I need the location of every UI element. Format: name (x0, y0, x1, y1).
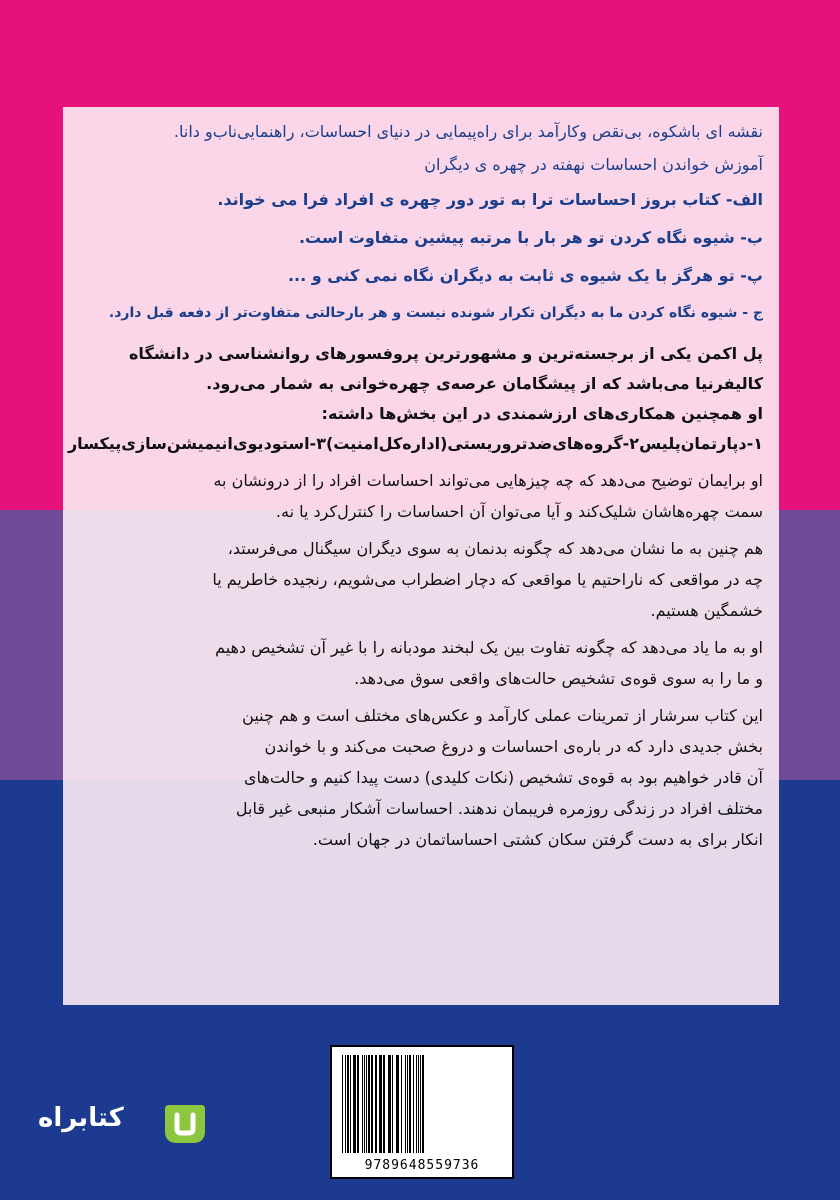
paragraph-exercises (75, 700, 763, 855)
barcode-bar (418, 1055, 419, 1153)
isbn-barcode (330, 1045, 514, 1179)
paragraph-line: بخش جدیدی دارد که در باره‌ی احساسات و دروغ صحبت می‌کند و با خواندن (264, 737, 763, 756)
isbn-number: 9789648559736 (364, 1158, 480, 1173)
intro-line-1: نقشه ای باشکوه، بی‌نقص وکارآمد برای راه‌پیمایی در دنیای احساسات، راهنمایی‌ناب‌و دانا. (173, 122, 763, 141)
paragraph-line: چه در مواقعی که ناراحتیم یا مواقعی که دچار اضطراب می‌شویم، رنجیده خاطریم یا (212, 570, 763, 589)
barcode-bar (401, 1055, 402, 1153)
barcode-bar (388, 1055, 391, 1153)
barcode-bar (379, 1055, 382, 1153)
barcode-bar (407, 1055, 408, 1153)
barcode-bar (383, 1055, 385, 1153)
paragraph-line: و ما را به سوی قوه‌ی تشخیص حالت‌های واقعی سوق می‌دهد. (354, 669, 763, 688)
list-item-jim: ج - شیوه نگاه کردن ما به دیگران تکرار شونده نیست و هر بارحالتی متفاوت‌تر از دفعه قبل دارد. (108, 305, 763, 321)
intro-line-2: آموزش خواندن احساسات نهفته در چهره ی دیگران (424, 155, 763, 174)
barcode-bar (364, 1055, 365, 1153)
list-item-be: ب- شیوه نگاه کردن تو هر بار با مرتبه پیشین متفاوت است. (298, 228, 763, 247)
barcode-bar (368, 1055, 370, 1153)
paragraph-explains (75, 465, 763, 527)
paragraph-line: هم چنین به ما نشان می‌دهد که چگونه بدنمان به سوی دیگران سیگنال می‌فرستد، (227, 539, 763, 558)
paragraph-line: مختلف افراد در زندگی روزمره فریبمان ندهند. احساسات آشکار منبعی غیر قابل (235, 799, 763, 818)
barcode-bar (362, 1055, 363, 1153)
barcode-bar (350, 1055, 351, 1153)
barcode-bar (371, 1055, 373, 1153)
barcode-bar (409, 1055, 411, 1153)
author-bio-line-2: کالیفرنیا می‌باشد که از پیشگامان عرصه‌ی چهره‌خوانی به شمار می‌رود. (206, 374, 763, 393)
barcode-bar (357, 1055, 359, 1153)
list-item-pe: پ- تو هرگز با یک شیوه ی ثابت به دیگران نگاه نمی کنی و ... (287, 266, 763, 285)
paragraph-line: خشمگین هستیم. (650, 601, 763, 620)
paragraph-line: او برایمان توضیح می‌دهد که چه چیزهایی می‌تواند احساسات افراد را از درونشان به (213, 471, 763, 490)
barcode-bar (416, 1055, 417, 1153)
barcode-bar (420, 1055, 421, 1153)
paragraph-line: این کتاب سرشار از تمرینات عملی کارآمد و عکس‌های مختلف است و هم چنین (242, 706, 763, 725)
barcode-bars (342, 1055, 502, 1153)
paragraph-smile (75, 632, 763, 694)
paragraph-line: سمت چهره‌هاشان شلیک‌کند و آیا می‌توان آن احساسات را کنترل‌کرد یا نه. (275, 502, 763, 521)
publisher-logo (38, 1095, 213, 1155)
publisher-logo-text: کتابراه (38, 1103, 124, 1133)
barcode-bar (347, 1055, 349, 1153)
barcode-bar (345, 1055, 346, 1153)
barcode-bar (396, 1055, 399, 1153)
barcode-bar (422, 1055, 424, 1153)
barcode-bar (353, 1055, 356, 1153)
paragraph-line: انکار برای به دست گرفتن سکان کشتی احساساتمان در جهان است. (312, 830, 763, 849)
barcode-bar (405, 1055, 406, 1153)
paragraph-line: آن قادر خواهیم بود به قوه‌ی تشخیص (نکات کلیدی) دست پیدا کنیم و حالت‌های (244, 768, 763, 787)
back-cover-text-panel (63, 107, 779, 1005)
paragraph-signals (75, 533, 763, 626)
list-item-alef: الف- کتاب بروز احساسات ترا به تور دور چهره ی افراد فرا می خواند. (217, 190, 763, 209)
author-bio-line-1: پل اکمن یکی از برجسته‌ترین و مشهورترین پروفسورهای روانشناسی در دانشگاه (128, 344, 763, 363)
barcode-bar (392, 1055, 393, 1153)
barcode-bar (413, 1055, 414, 1153)
author-bio-line-4: ۱-دپارتمان‌پلیس۲-گروه‌های‌ضدتروریستی(اداره‌کل‌امنیت)۳-استودیوی‌انیمیشن‌سازی‌پیکسار (67, 434, 763, 453)
barcode-bar (375, 1055, 377, 1153)
barcode-bar (366, 1055, 367, 1153)
ketabrah-logo-icon (163, 1101, 207, 1145)
paragraph-line: او به ما یاد می‌دهد که چگونه تفاوت بین یک لبخند مودبانه را با غیر آن تشخیص دهیم (215, 638, 763, 657)
barcode-bar (342, 1055, 343, 1153)
author-bio-line-3: او همچنین همکاری‌های ارزشمندی در این بخش‌ها داشته: (321, 404, 763, 423)
